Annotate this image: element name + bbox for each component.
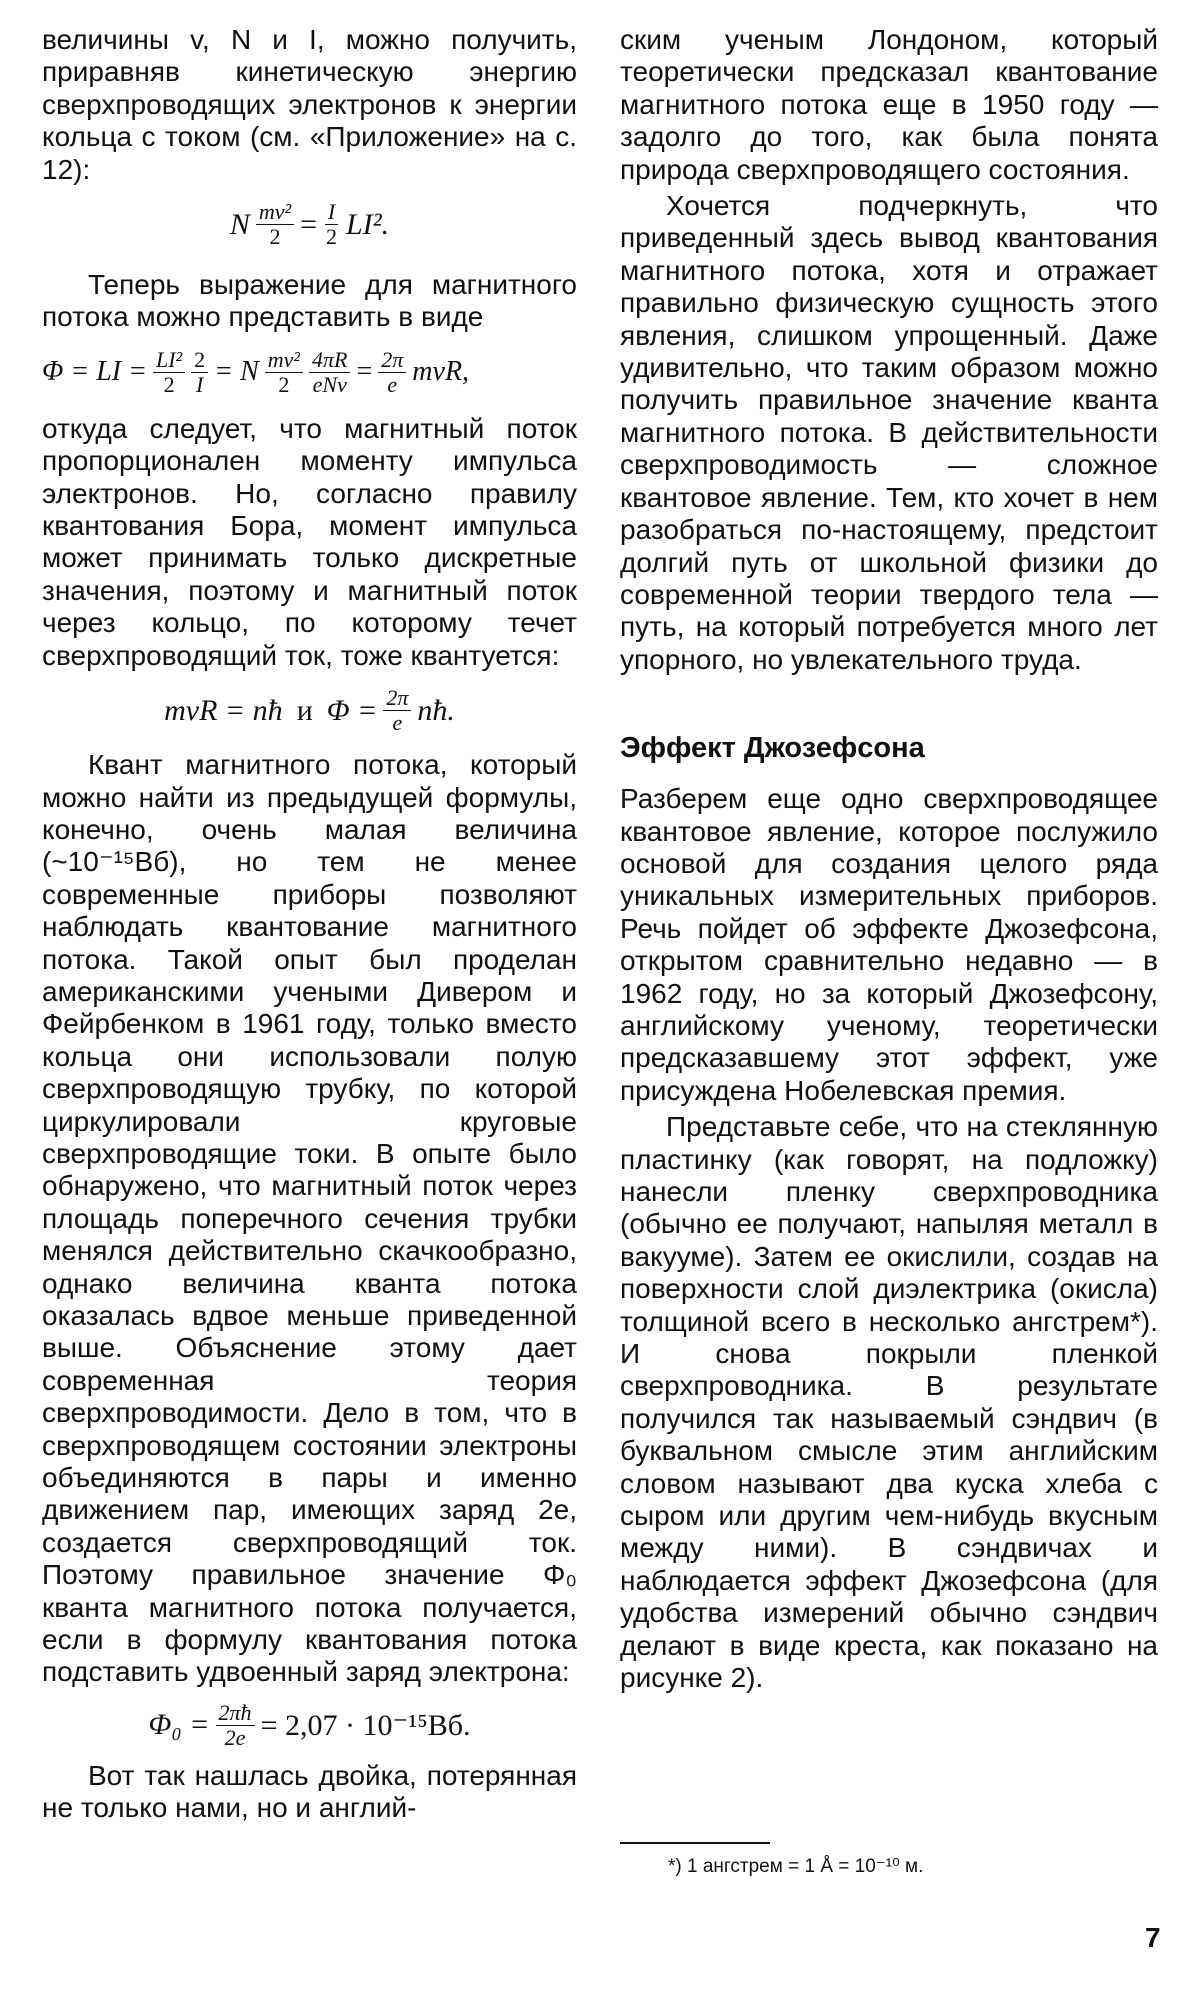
equals-sign: =	[300, 207, 317, 241]
formula-term: mvR = nħ	[164, 693, 283, 727]
paragraph: Разберем еще одно сверхпроводящее квантовое явление, которое послужило основой для создания целого ряда уникальных измерительных приборов. Речь пойдет об эффекте Джозефсона, открытом сравнительно недавно — в 1962 году, но за который Джозефсону, английскому ученому, теоретически предсказавшему этот эффект, уже присуждена Нобелевская премия.	[620, 783, 1158, 1106]
numerator: 2	[191, 348, 208, 373]
equals-sign: =	[356, 356, 373, 388]
numerator: 4πR	[309, 348, 350, 373]
paragraph: величины v, N и I, можно получить, приравняв кинетическую энергию сверхпроводящих электронов к энергии кольца с током (см. «Приложение» на с. 12):	[42, 24, 577, 185]
denominator: e	[387, 371, 398, 397]
formula-term: Φ = LI =	[42, 356, 147, 388]
denominator: I	[196, 371, 204, 397]
fraction	[383, 686, 411, 735]
paragraph: Квант магнитного потока, который можно найти из предыдущей формулы, конечно, очень малая величина (~10⁻¹⁵Вб), но тем не менее современные приборы позволяют наблюдать квантование магнитного потока. Такой опыт был проделан американскими учеными Дивером и Фейрбенком в 1961 году, только вместо кольца они использовали полую сверхпроводящую трубку, по которой циркулировали круговые сверхпроводящие токи. В опыте было обнаружено, что магнитный поток через площадь поперечного сечения трубки менялся действительно скачкообразно, однако величина кванта потока оказалась вдвое меньше приведенной выше. Объяснение этому дает современная теория сверхпроводимости. Дело в том, что в сверхпроводящем состоянии электроны объединяются в пары и именно движением пар, имеющих заряд 2e, создается сверхпроводящий ток. Поэтому правильное значение Φ₀ кванта магнитного потока получается, если в формулу квантования потока подставить удвоенный заряд электрона:	[42, 749, 577, 1688]
page-number: 7	[1145, 1922, 1161, 1953]
fraction	[153, 348, 185, 397]
denominator: eNv	[312, 371, 347, 397]
paragraph: Представьте себе, что на стеклянную пластинку (как говорят, на подложку) нанесли пленку сверхпроводника (обычно ее получают, напыляя металл в вакууме). Затем ее окислили, создав на поверхности слой диэлектрика (окисла) толщиной всего в несколько ангстрем*). И снова покрыли пленкой сверхпроводника. В результате получился так называемый сэндвич (в буквальном смысле этим английским словом называют два куска хлеба с сыром или другим чем-нибудь вкусным между ними). В сэндвичах и наблюдается эффект Джозефсона (для удобства измерений обычно сэндвич делают в виде креста, как показано на рисунке 2).	[620, 1111, 1158, 1694]
formula-term: mvR,	[412, 356, 470, 388]
paragraph: Вот так нашлась двойка, потерянная не только нами, но и англий-	[42, 1759, 577, 1824]
formula-term: N	[229, 207, 250, 241]
numerator: 2πħ	[216, 1701, 255, 1726]
conjunction: и	[296, 693, 313, 727]
formula-kinetic-energy	[42, 200, 577, 249]
denominator: 2	[269, 224, 281, 250]
denominator: 2	[326, 224, 337, 250]
formula-term: = N	[214, 356, 259, 388]
numerator: 2π	[378, 348, 406, 373]
denominator: 2	[278, 371, 290, 397]
footnote: *) 1 ангстрем = 1 Å = 10⁻¹⁰ м.	[668, 1856, 924, 1877]
denominator: 2e	[224, 1724, 246, 1750]
paragraph: Хочется подчеркнуть, что приведенный здесь вывод квантования магнитного потока, хотя и отражает правильно физическую сущность этого явления, слишком упрощенный. Даже удивительно, что таким образом можно получить правильное значение кванта магнитного потока. В действительности сверхпроводимость — сложное квантовое явление. Тем, кто хочет в нем разобраться по-настоящему, предстоит долгий путь от школьной физики до современной теории твердого тела — путь, на который потребуется много лет упорного, но увлекательного труда.	[620, 190, 1158, 675]
numerator: 2π	[383, 686, 411, 711]
formula-term: Φ =	[326, 693, 378, 727]
paragraph: Теперь выражение для магнитного потока можно представить в виде	[42, 269, 577, 333]
section-heading: Эффект Джозефсона	[620, 732, 925, 765]
right-column	[620, 24, 1158, 1695]
fraction	[323, 200, 340, 249]
paragraph: откуда следует, что магнитный поток пропорционален моменту импульса электронов. Но, согласно правилу квантования Бора, момент импульса может принимать только дискретные значения, поэтому и магнитный поток через кольцо, по которому течет сверхпроводящий ток, тоже квантуется:	[42, 412, 577, 671]
footnote-divider	[620, 1842, 770, 1844]
formula-term: Φ₀ =	[148, 1708, 210, 1742]
formula-term: = 2,07 · 10⁻¹⁵Вб.	[260, 1708, 471, 1742]
fraction	[378, 348, 406, 397]
formula-magnetic-flux	[42, 348, 577, 397]
left-column	[42, 24, 577, 1825]
fraction	[265, 348, 303, 397]
fraction	[309, 348, 350, 397]
formula-flux-quantum	[42, 1701, 577, 1750]
formula-quantization	[42, 686, 577, 735]
fraction	[216, 1701, 255, 1750]
fraction	[256, 200, 294, 249]
denominator: e	[392, 710, 403, 736]
paragraph: ским ученым Лондоном, который теоретически предсказал квантование магнитного потока еще в 1950 году — задолго до того, как была понята природа сверхпроводящего состояния.	[620, 24, 1158, 185]
formula-term: LI².	[346, 207, 390, 241]
numerator: I	[325, 200, 338, 225]
formula-term: nħ.	[417, 693, 455, 727]
numerator: LI²	[153, 348, 185, 373]
fraction	[191, 348, 208, 397]
numerator: mv²	[265, 348, 303, 373]
numerator: mv²	[256, 200, 294, 225]
denominator: 2	[163, 371, 175, 397]
